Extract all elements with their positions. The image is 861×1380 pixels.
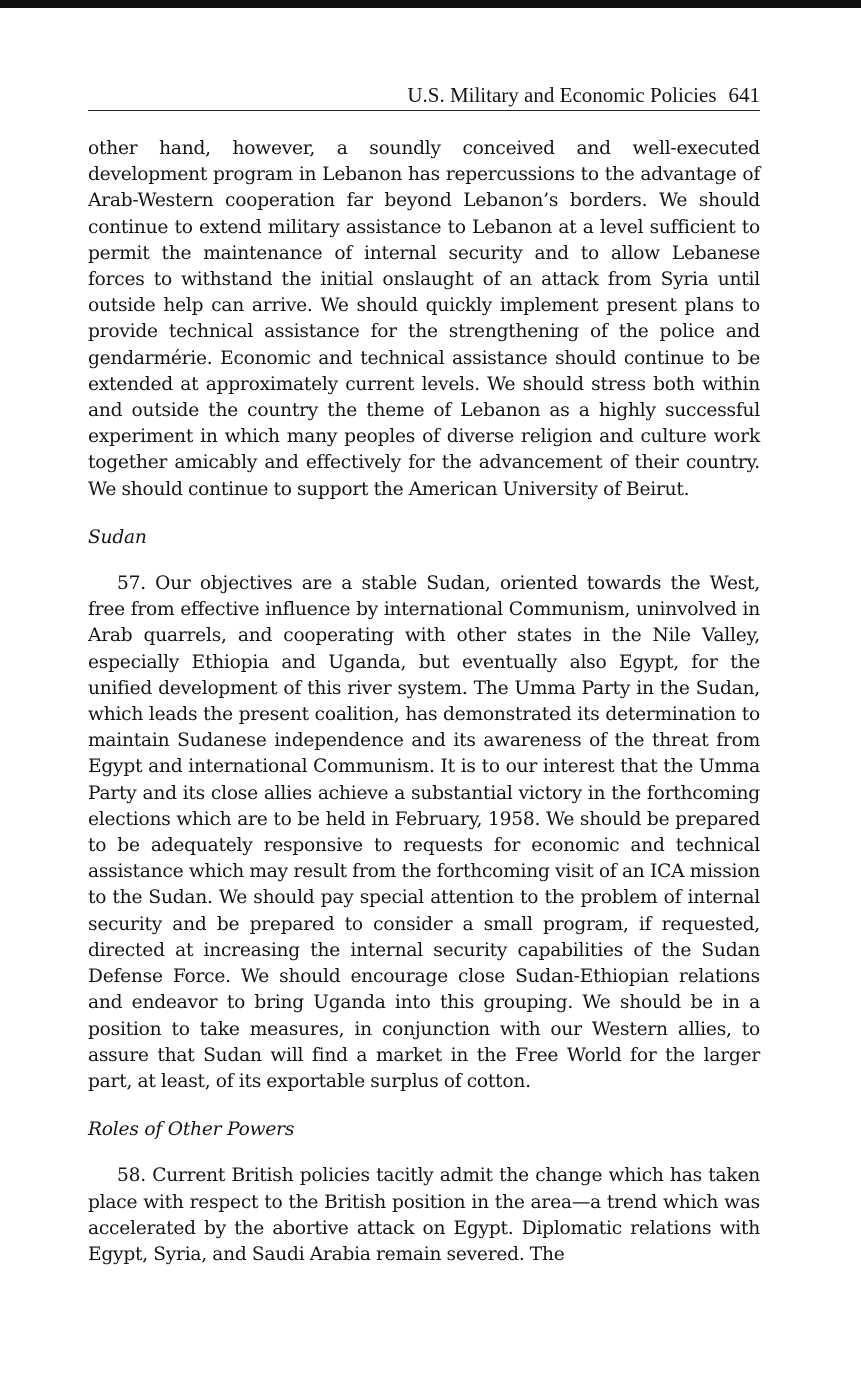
page-top-border	[0, 0, 861, 8]
body-text	[88, 136, 760, 1268]
section-heading-sudan: Sudan	[88, 526, 147, 548]
section-heading-roles-of-other-powers: Roles of Other Powers	[88, 1119, 295, 1141]
paragraph-58: 58. Current British policies tacitly admit the change which has taken place with respect to the British position in the area—a trend which was accelerated by the abortive attack on Egypt. Diplomatic relations with Egypt, Syria, and Saudi Arabia remain severed. The	[88, 1165, 760, 1265]
running-header	[88, 82, 760, 111]
paragraph-lebanon-continued: other hand, however, a soundly conceived and well-executed development program in Lebanon has repercussions to the advantage of Arab-Western cooperation far beyond Lebanon’s borders. We should continue to extend military assistance to Lebanon at a level sufficient to permit the maintenance of internal security and to allow Lebanese forces to withstand the initial onslaught of an attack from Syria until outside help can arrive. We should quickly implement present plans to provide technical assistance for the strengthening of the police and gendarmérie. Economic and technical assistance should continue to be extended at approximately current levels. We should stress both within and outside the country the theme of Lebanon as a highly successful experiment in which many peoples of diverse religion and culture work together amicably and effectively for the advancement of their country. We should continue to support the American University of Beirut.	[88, 138, 760, 500]
page-number: 641	[728, 83, 760, 107]
running-header-title: U.S. Military and Economic Policies	[407, 83, 717, 107]
paragraph-57: 57. Our objectives are a stable Sudan, oriented towards the West, free from effective influence by international Communism, uninvolved in Arab quarrels, and cooperating with other states in the Nile Valley, especially Ethiopia and Uganda, but eventually also Egypt, for the unified development of this river system. The Umma Party in the Sudan, which leads the present coalition, has demonstrated its determination to maintain Sudanese independence and its awareness of the threat from Egypt and international Communism. It is to our interest that the Umma Party and its close allies achieve a substantial victory in the forthcoming elections which are to be held in February, 1958. We should be prepared to be adequately responsive to requests for economic and technical assistance which may result from the forthcoming visit of an ICA mission to the Sudan. We should pay special attention to the problem of internal security and be prepared to consider a small program, if requested, directed at increasing the internal security capabilities of the Sudan Defense Force. We should encourage close Sudan-Ethiopian relations and endeavor to bring Uganda into this grouping. We should be in a position to take measures, in conjunction with our Western allies, to assure that Sudan will find a market in the Free World for the larger part, at least, of its exportable surplus of cotton.	[88, 573, 760, 1092]
